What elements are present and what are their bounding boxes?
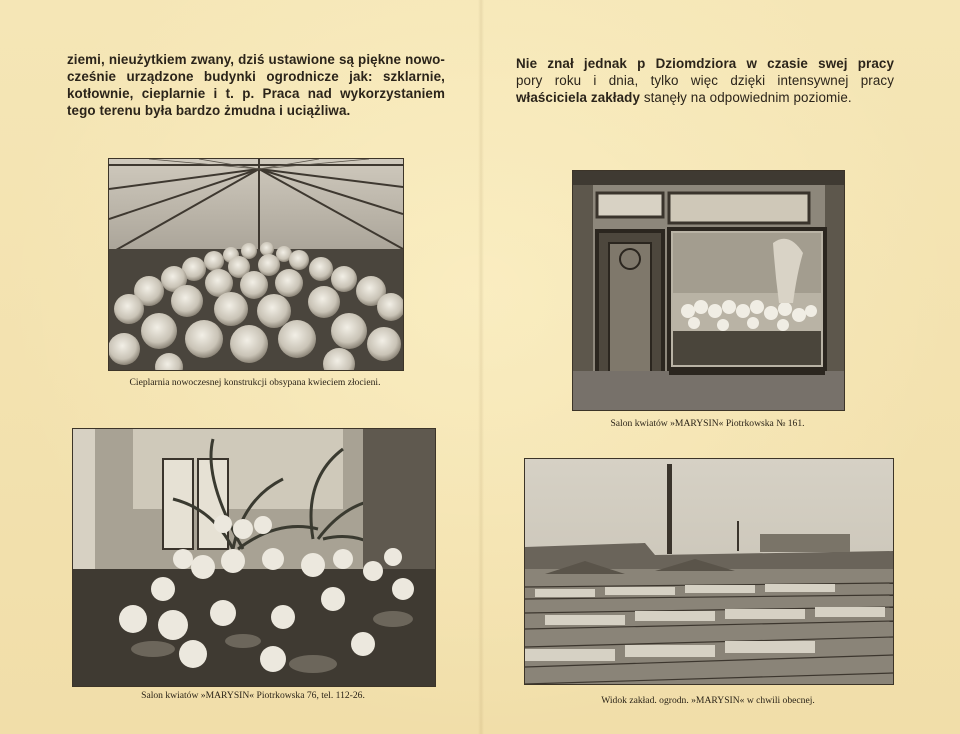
photo-caption: Widok zakład. ogrodn. »MARYSIN« w chwili obecnej. [601, 695, 815, 706]
photo-nursery-view [524, 458, 894, 685]
photo-shop-front [572, 170, 845, 411]
text-line: Nie znał jednak p Dziomdziora w czasie swej pracy [516, 56, 894, 71]
photo-salon-interior [72, 428, 436, 687]
photo-caption: Salon kwiatów »MARYSIN« Piotrkowska № 161. [610, 418, 805, 429]
photo-caption: Cieplarnia nowoczesnej konstrukcji obsypana kwieciem złocieni. [129, 377, 381, 388]
text-line [516, 89, 894, 106]
left-paragraph [67, 51, 445, 119]
text-rest: stanęły na odpowiednim poziomie. [640, 90, 852, 105]
text-line: tego terenu była bardzo żmudna i uciążliwa. [67, 103, 351, 118]
right-paragraph [516, 55, 894, 106]
text-line: kotłownie, cieplarnie i t. p. Praca nad wykorzystaniem [67, 86, 445, 101]
page-fold [478, 0, 484, 734]
text-emphasis: właściciela zakłady [516, 90, 640, 105]
text-line: ziemi, nieużytkiem zwany, dziś ustawione są piękne nowo- [67, 52, 445, 67]
text-line: pory roku i dnia, tylko więc dzięki intensywnej pracy [516, 73, 894, 88]
photo-greenhouse [108, 158, 404, 371]
photo-caption: Salon kwiatów »MARYSIN« Piotrkowska 76, tel. 112-26. [141, 690, 365, 701]
text-line: cześnie urządzone budynki ogrodnicze jak: szklarnie, [67, 69, 445, 84]
